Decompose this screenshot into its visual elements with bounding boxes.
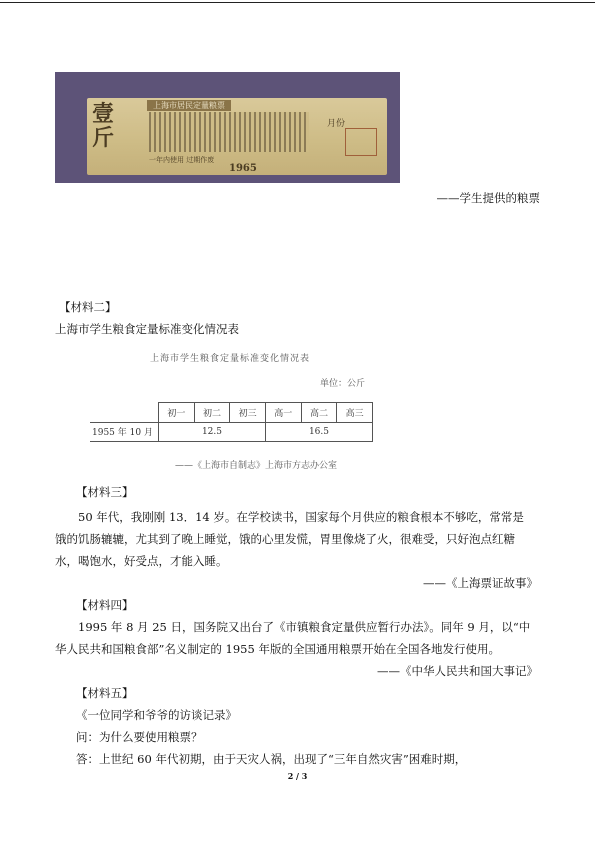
- ticket-year: 1965: [229, 163, 257, 174]
- material4-source: ——《中华人民共和国大事记》: [377, 664, 538, 678]
- material5-heading: 【材料五】: [76, 686, 134, 700]
- table-unit: 单位：公斤: [320, 379, 366, 389]
- material3-line-3: 水，喝饱水，好受点，才能入睡。: [55, 554, 228, 568]
- table-header-cell: 高一: [265, 403, 301, 423]
- table-cell-senior: 16.5: [265, 422, 372, 442]
- ticket-buildings-illustration: [149, 112, 309, 152]
- table-header-cell: 初二: [194, 403, 230, 423]
- material3-line-1: 50 年代，我刚刚 13．14 岁。在学校读书，国家每个月供应的粮食根本不够吃，常常是: [78, 510, 524, 524]
- material3-line-2: 饿的饥肠辘辘，尤其到了晚上睡觉，饿的心里发慌，胃里像烧了火，很难受，只好泡点红糖: [55, 532, 515, 546]
- ticket-paper: [87, 98, 387, 175]
- table-header-cell: 高三: [337, 403, 373, 423]
- material2-heading: 【材料二】: [59, 300, 117, 314]
- material5-question: 问：为什么要使用粮票？: [76, 730, 203, 744]
- table-row: [90, 422, 373, 442]
- top-rule: [0, 2, 595, 3]
- table-header-cell: 高二: [301, 403, 337, 423]
- material5-answer: 答：上世纪 60 年代初期，由于天灾人祸，出现了“三年自然灾害”困难时期，: [76, 752, 467, 766]
- ticket-month-label: 月份: [327, 119, 346, 129]
- material3-heading: 【材料三】: [76, 485, 134, 499]
- material4-line-2: 华人民共和国粮食部”名义制定的 1955 年版的全国通用粮票开始在全国各地发行使用。: [55, 642, 500, 656]
- ration-ticket-photo: [55, 72, 400, 183]
- table-header-cell: 初三: [230, 403, 266, 423]
- material3-source: ——《上海票证故事》: [423, 576, 538, 590]
- image-caption: ——学生提供的粮票: [436, 191, 540, 205]
- material4-line-1: 1995 年 8 月 25 日，国务院又出台了《市镇粮食定量供应暂行办法》。同年 9 月，以“中: [78, 620, 531, 634]
- ticket-denomination: 壹 斤: [92, 101, 115, 151]
- material4-heading: 【材料四】: [76, 598, 134, 612]
- table-header-cell: [90, 403, 159, 423]
- material2-title: 上海市学生粮食定量标准变化情况表: [55, 322, 239, 336]
- table-header-cell: 初一: [159, 403, 195, 423]
- table-header-row: [90, 403, 373, 423]
- page-number: 2 / 3: [287, 771, 308, 781]
- table-source: ——《上海市自制志》上海市方志办公室: [175, 461, 338, 471]
- ration-standard-table: [90, 402, 373, 442]
- ticket-header: 上海市居民定量粮票: [147, 100, 231, 111]
- table-row-label: 1955 年 10 月: [90, 422, 159, 442]
- table-cell-junior: 12.5: [159, 422, 266, 442]
- ticket-footer: 一年内使用 过期作废: [149, 156, 215, 164]
- material5-title: 《一位同学和爷爷的访谈记录》: [76, 708, 237, 722]
- ticket-stamp: [345, 128, 377, 156]
- table-title: 上海市学生粮食定量标准变化情况表: [150, 354, 311, 364]
